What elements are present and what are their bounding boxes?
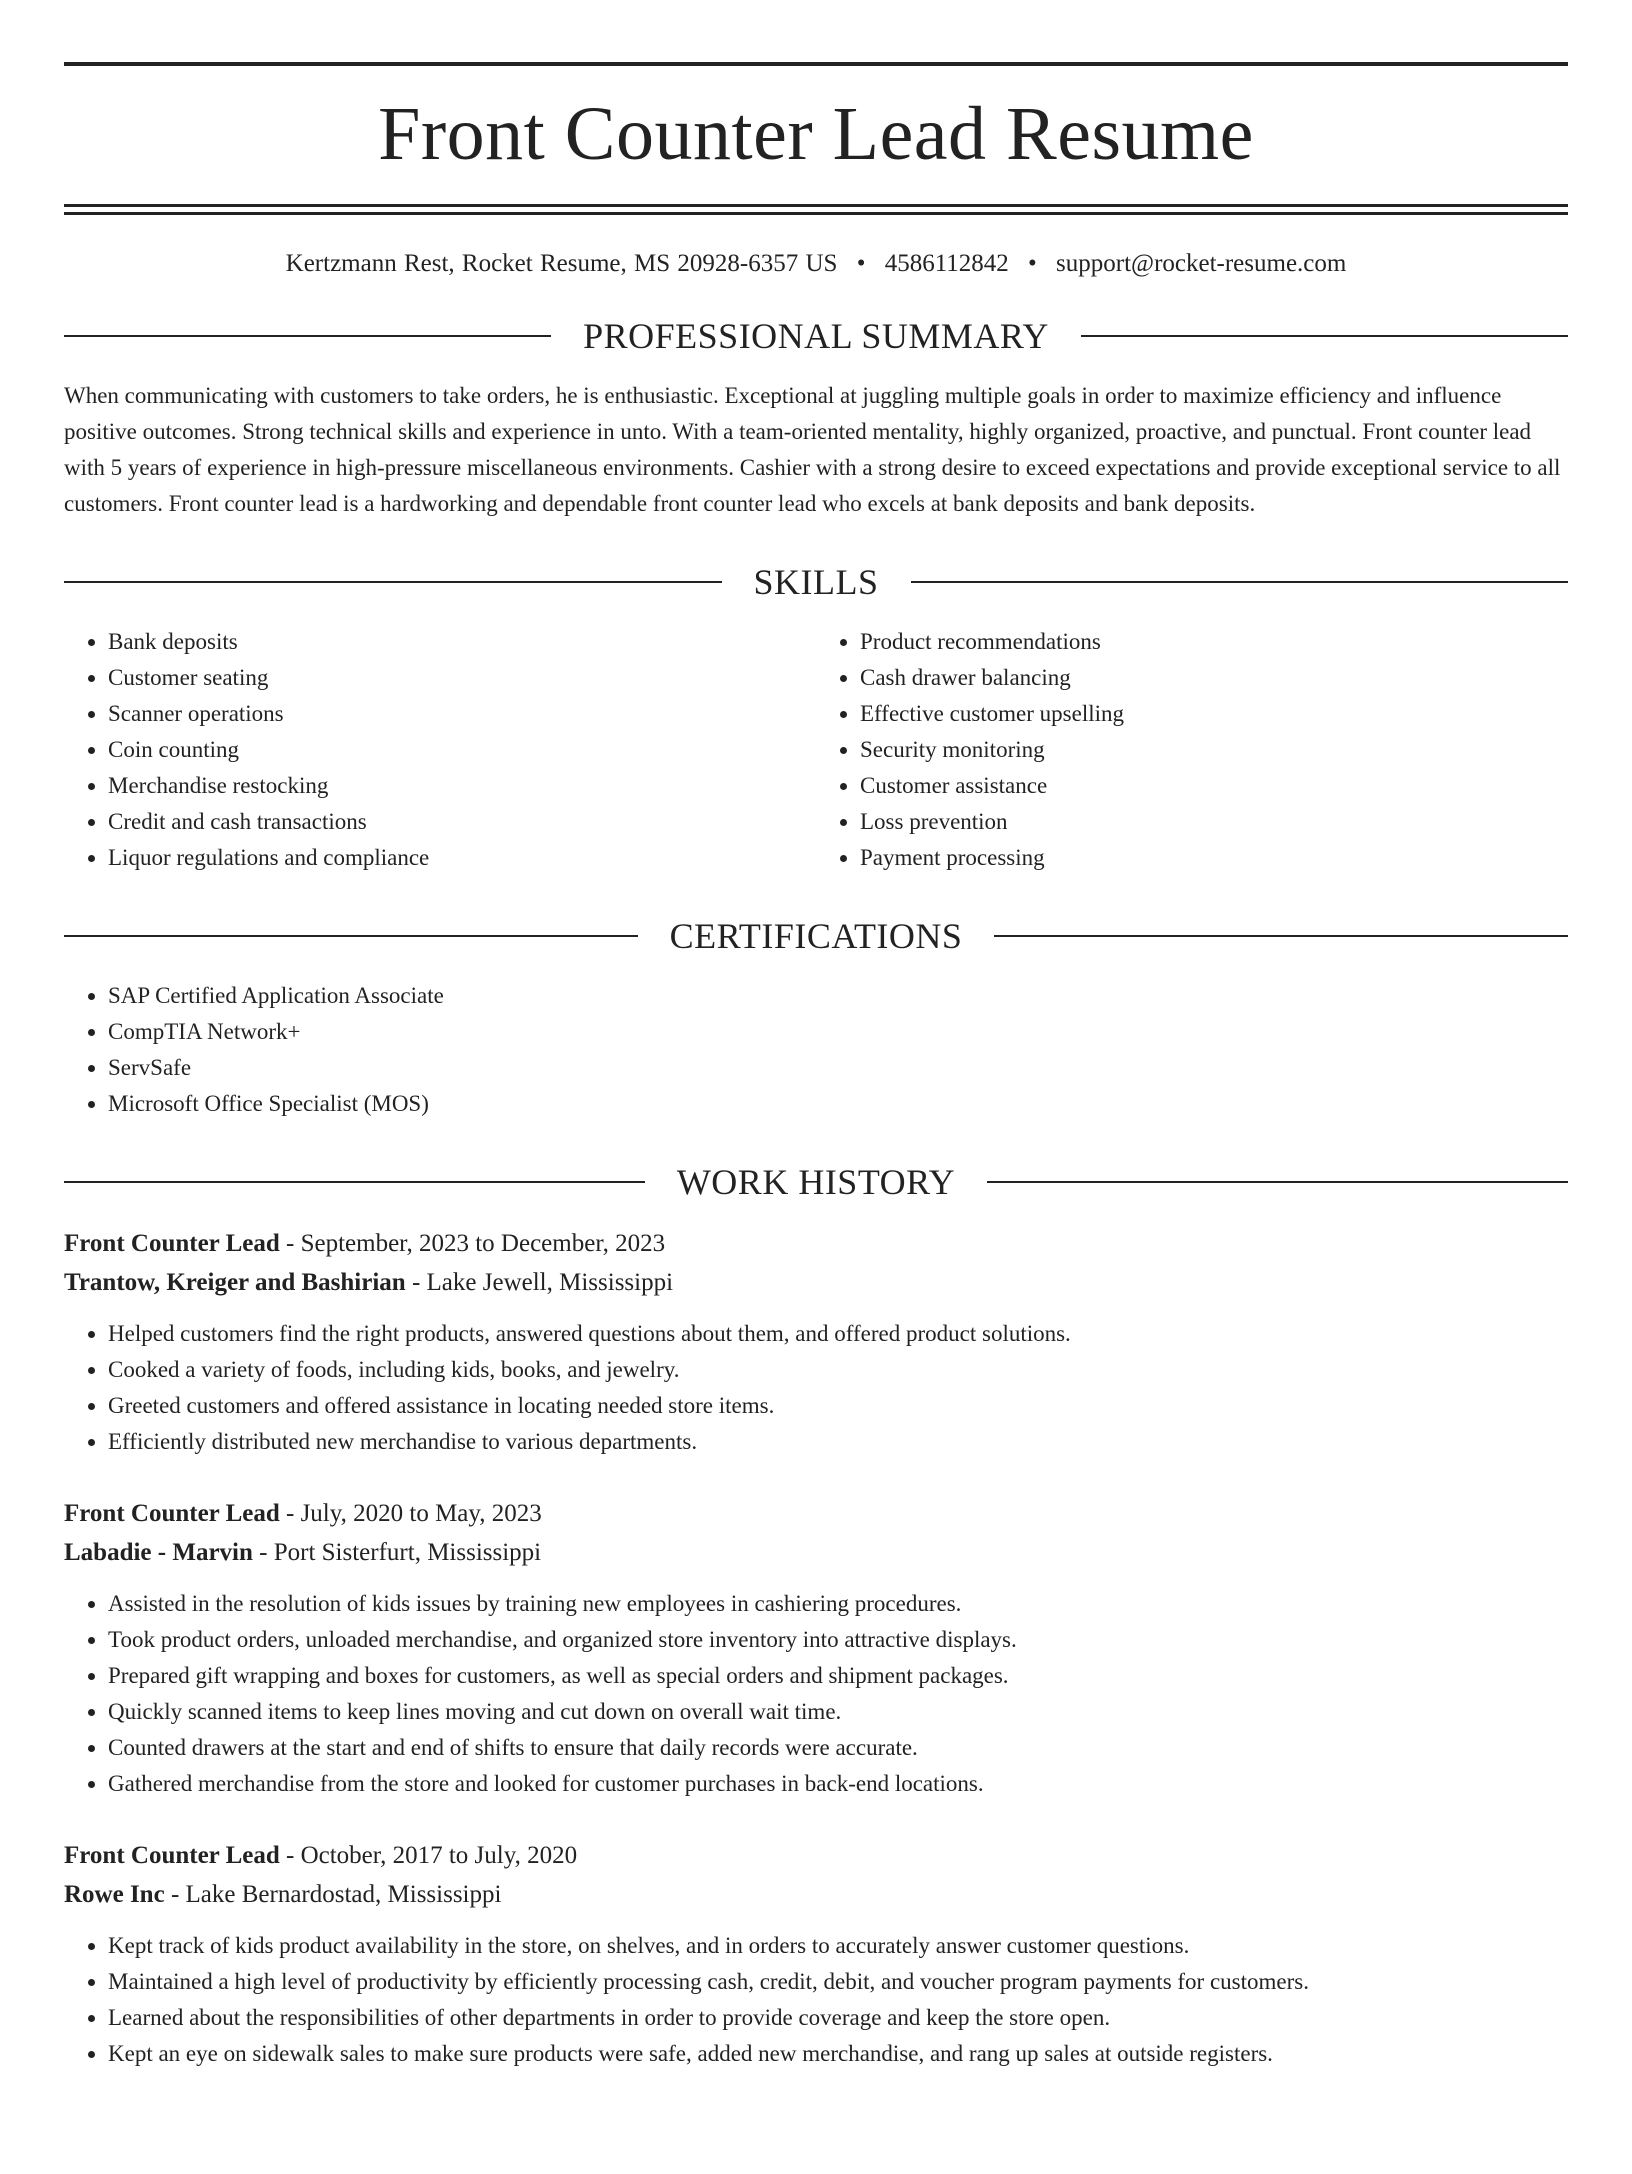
skills-section-header	[64, 564, 1568, 600]
job-company: Trantow, Kreiger and Bashirian	[64, 1269, 406, 1296]
job-bullet: • Helped customers find the right products, answered questions about them, and offered product solutions.	[108, 1316, 1568, 1352]
job-title: Front Counter Lead	[64, 1842, 280, 1869]
job-company: Rowe Inc	[64, 1881, 165, 1908]
job-bullet: • Prepared gift wrapping and boxes for customers, as well as special orders and shipment packages.	[108, 1658, 1568, 1694]
top-rule	[64, 62, 1568, 66]
job-bullet: • Assisted in the resolution of kids issues by training new employees in cashiering procedures.	[108, 1586, 1568, 1622]
section-rule	[64, 581, 722, 583]
job-bullet: • Kept an eye on sidewalk sales to make sure products were safe, added new merchandise, and rang up sales at outside registers.	[108, 2036, 1568, 2072]
job-company-line	[64, 1533, 1568, 1572]
skill-item: • Effective customer upselling	[860, 696, 1568, 732]
certification-item: • CompTIA Network+	[108, 1014, 1568, 1050]
section-rule	[1081, 335, 1568, 337]
job-bullets	[64, 1928, 1568, 2072]
section-rule	[994, 935, 1568, 937]
skill-item: • Cash drawer balancing	[860, 660, 1568, 696]
job-entry	[64, 1494, 1568, 1802]
job-bullet: • Counted drawers at the start and end of shifts to ensure that daily records were accurate.	[108, 1730, 1568, 1766]
skill-item: • Payment processing	[860, 840, 1568, 876]
skill-item: • Bank deposits	[108, 624, 816, 660]
certification-item: • ServSafe	[108, 1050, 1568, 1086]
certification-item: • SAP Certified Application Associate	[108, 978, 1568, 1014]
summary-heading: PROFESSIONAL SUMMARY	[583, 316, 1049, 356]
summary-text: When communicating with customers to take orders, he is enthusiastic. Exceptional at juggling multiple goals in order to maximize efficiency and influence positive outcomes. Strong technical skills and experience in unto. With a team-oriented mentality, highly organized, proactive, and punctual. Front counter lead with 5 years of experience in high-pressure miscellaneous environments. Cashier with a strong desire to exceed expectations and provide exceptional service to all customers. Front counter lead is a hardworking and dependable front counter lead who excels at bank deposits and bank deposits.	[64, 383, 1561, 516]
job-entry	[64, 1224, 1568, 1460]
job-bullet: • Maintained a high level of productivity by efficiently processing cash, credit, debit, and voucher program payments for customers.	[108, 1964, 1568, 2000]
skills-heading: SKILLS	[753, 562, 879, 602]
certification-item: • Microsoft Office Specialist (MOS)	[108, 1086, 1568, 1122]
section-rule	[64, 935, 638, 937]
work-history-section-header	[64, 1164, 1568, 1200]
title-double-rule	[64, 204, 1568, 215]
job-location: - Port Sisterfurt, Mississippi	[252, 1539, 542, 1566]
job-bullet: • Efficiently distributed new merchandise to various departments.	[108, 1424, 1568, 1460]
contact-line	[64, 251, 1568, 276]
job-title: Front Counter Lead	[64, 1230, 280, 1257]
job-bullet: • Greeted customers and offered assistance in locating needed store items.	[108, 1388, 1568, 1424]
skill-item: • Credit and cash transactions	[108, 804, 816, 840]
resume-page	[0, 62, 1632, 2174]
contact-separator: •	[856, 250, 866, 277]
job-bullets	[64, 1316, 1568, 1460]
contact-phone: 4586112842	[884, 250, 1009, 277]
section-rule	[64, 1181, 645, 1183]
job-company-line	[64, 1875, 1568, 1914]
contact-separator: •	[1028, 250, 1037, 277]
skill-item: • Customer assistance	[860, 768, 1568, 804]
job-dates: - July, 2020 to May, 2023	[279, 1500, 542, 1527]
contact-address: Kertzmann Rest, Rocket Resume, MS 20928-6357 US	[285, 250, 838, 277]
certifications-list	[64, 978, 1568, 1122]
job-location: - Lake Bernardostad, Mississippi	[164, 1881, 502, 1908]
job-dates: - October, 2017 to July, 2020	[279, 1842, 578, 1869]
job-bullets	[64, 1586, 1568, 1802]
skill-item: • Security monitoring	[860, 732, 1568, 768]
work-history-heading: WORK HISTORY	[676, 1162, 956, 1202]
job-company-line	[64, 1263, 1568, 1302]
job-bullet: • Took product orders, unloaded merchandise, and organized store inventory into attractive displays.	[108, 1622, 1568, 1658]
skill-item: • Product recommendations	[860, 624, 1568, 660]
job-bullet: • Learned about the responsibilities of other departments in order to provide coverage and keep the store open.	[108, 2000, 1568, 2036]
skills-column-right	[816, 624, 1568, 876]
contact-email: support@rocket-resume.com	[1056, 250, 1347, 277]
section-rule	[987, 1181, 1568, 1183]
job-company: Labadie - Marvin	[64, 1539, 253, 1566]
job-dates: - September, 2023 to December, 2023	[279, 1230, 666, 1257]
skill-item: • Coin counting	[108, 732, 816, 768]
skill-item: • Customer seating	[108, 660, 816, 696]
job-title-line	[64, 1494, 1568, 1533]
job-bullet: • Kept track of kids product availability in the store, on shelves, and in orders to accurately answer customer questions.	[108, 1928, 1568, 1964]
certifications-heading: CERTIFICATIONS	[669, 916, 963, 956]
resume-title: Front Counter Lead Resume	[378, 92, 1254, 176]
certifications-section-header	[64, 918, 1568, 954]
skills-column-left	[64, 624, 816, 876]
job-entry	[64, 1836, 1568, 2072]
skills-list	[64, 624, 1568, 876]
skill-item: • Loss prevention	[860, 804, 1568, 840]
summary-section-header	[64, 318, 1568, 354]
job-title-line	[64, 1224, 1568, 1263]
job-location: - Lake Jewell, Mississippi	[405, 1269, 674, 1296]
job-title: Front Counter Lead	[64, 1500, 280, 1527]
skill-item: • Merchandise restocking	[108, 768, 816, 804]
skill-item: • Liquor regulations and compliance	[108, 840, 816, 876]
job-title-line	[64, 1836, 1568, 1875]
job-bullet: • Quickly scanned items to keep lines moving and cut down on overall wait time.	[108, 1694, 1568, 1730]
skill-item: • Scanner operations	[108, 696, 816, 732]
job-bullet: • Cooked a variety of foods, including kids, books, and jewelry.	[108, 1352, 1568, 1388]
section-rule	[64, 335, 551, 337]
job-bullet: • Gathered merchandise from the store and looked for customer purchases in back-end locations.	[108, 1766, 1568, 1802]
section-rule	[911, 581, 1569, 583]
